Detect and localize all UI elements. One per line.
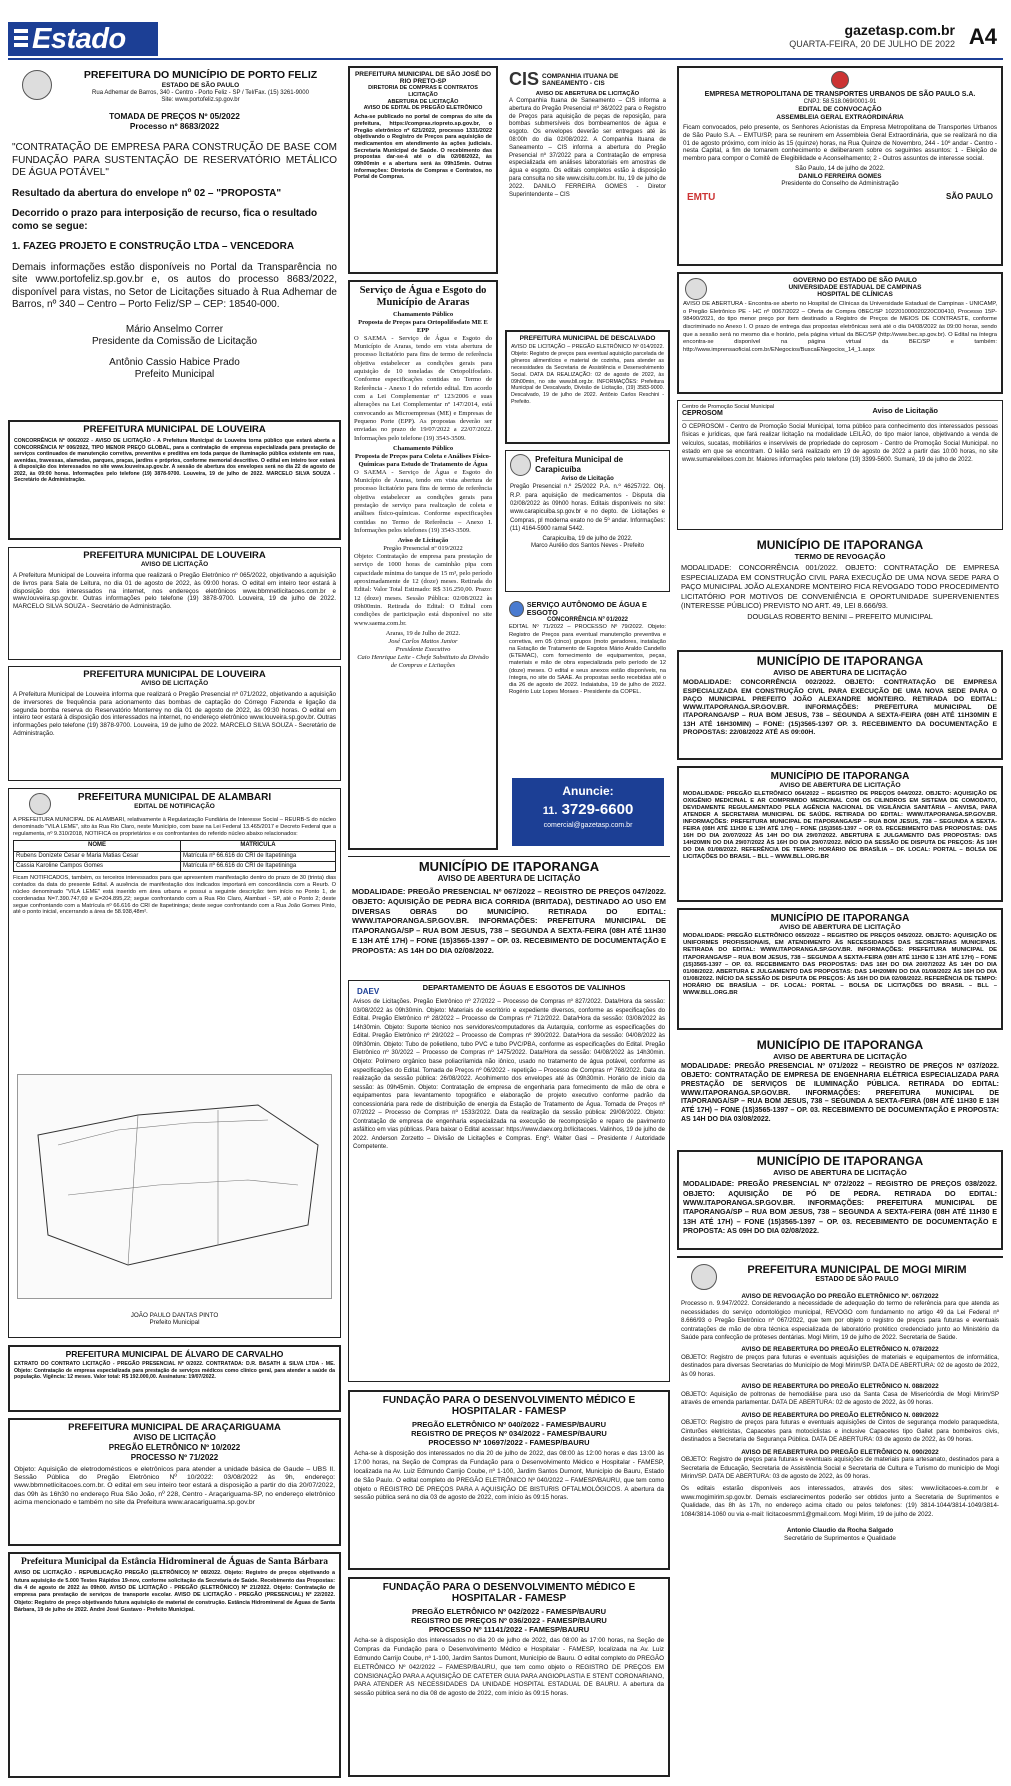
araras-text3: Objeto: Contratação de empresa para prestação de serviço de 1000 horas de caminhão pipa com capacidade mínima do tanque de 15 m³, pelo período aproximadamente de 12 (doze) meses. Retirada do Edital: Valor Total Estimado: R$ 316.250,00. Prazo: 12 (doze) meses. Sessão Pública: 02/08/2022 às 09h00min. Retirada do Edital: O Edital com condições de participação está disponível no site www.saema.com.br. (354, 553, 492, 627)
sjrp-sub2: LICITAÇÃO (408, 91, 438, 98)
valinhos-title: DEPARTAMENTO DE ÁGUAS E ESGOTOS DE VALINHOS (422, 983, 626, 992)
porto-feliz-info: Demais informações estão disponíveis no Portal da Transparência no site www.portofeliz.sp.gov.br e, os autos do processo 8683/2022, disponível para vistas, no Setor de Licitações situado à Rua Adhemar de Barros, nº 340 – Centro – Porto Feliz/SP – CEP: 18540-000. (12, 261, 337, 311)
unicamp-title3: HOSPITAL DE CLÍNICAS (817, 291, 893, 299)
mogi-mirim-t1: Processo n. 9.947/2022. Considerando a necessidade de adequação do termo de referência para que atenda as necessidades do serviço odontológico municipal, REVOGO com fundamento no artigo 49 da Lei Federal nº 8.666/93 o Pregão Eletrônico nº 067/2022, que tem por objeto o registro de preços para futuras e eventuais contratações de mão de obra técnica especializada de laboratório protético credenciado junto ao Ministério da Saúde para confecção de próteses dentárias. Mogi Mirim, 19 de julho de 2022. Secretaria de Saúde. (681, 1300, 999, 1341)
notice-araras (348, 280, 498, 850)
alambari-body: Ficam NOTIFICADOS, também, os terceiros interessados para que apresentem manifestação dentro do prazo de 30 (trinta) dias contados da data do presente Edital. A ausência de manifestação dos indicados importará em concordância com a Reurb. O núcleo denominado "VILA LEME" está inserido em área urbana e possui a seguinte descrição: tem início no Ponto 1, de coordenadas N=7.390.747,69 e E=204.895,22; segue confrontando com a Rua Rio Claro, Alambari - SP, até o Ponto 2; deste segue confrontando com a Matrícula nº 66.616 do CRI de Itapetininga; deste segue confrontando com a Rua João Gomes Pinto, até o ponto inicial, encerrando a área de 58.938,48m². (13, 875, 336, 916)
cis-sub: AVISO DE ABERTURA DE LICITAÇÃO (535, 90, 640, 97)
notice-itaporanga-r1 (677, 536, 1003, 646)
brand-name: Estado (32, 23, 126, 55)
notice-cis (505, 66, 670, 324)
mogi-mirim-h2: AVISO DE REABERTURA DO PREGÃO ELETRÔNICO N. 078/2022 (741, 1346, 939, 1354)
porto-feliz-site: Site: www.portofeliz.sp.gov.br (161, 97, 240, 104)
mogi-mirim-t4: OBJETO: Registro de preços para futuras e eventuais aquisições de Cintos de segurança modelo paraquedista, Cinturões eletricistas, Capacetes para motociclistas e inclusive Capacetes tipo Gallet para bombeiros civis, destinados a Secretaria de Segurança Pública. DATA DE ABERTURA: 03 de agosto de 2022, às 09 horas. (681, 1419, 999, 1444)
louveira3-sub: AVISO DE LICITAÇÃO (140, 680, 209, 688)
araras-sig-role2: Caio Henrique Leite - Chefe Substituto da Divisão de Compras e Licitações (357, 653, 489, 669)
itaporanga-r1-title: MUNICÍPIO DE ITAPORANGA (756, 538, 924, 552)
araras-sig-role1: Presidente Executivo (395, 645, 451, 653)
itaporanga-r4-text: MODALIDADE: PREGÃO ELETRÔNICO 065/2022 – REGISTRO DE PREÇOS 045/2022. OBJETO: AQUISIÇÃO DE UNIFORMES PROFISSIONAIS, EM ATENDIMENTO ÀS NECESSIDADES DAS SECRETARIAS MUNICIPAIS. RETIRADA DO EDITAL: WWW.ITAPORANGA.SP.GOV.BR. INFORMAÇÕES: PREFEITURA MUNICIPAL DE ITAPORANGA/SP – RUA BOM JESUS, 738 – SEGUNDA A SEXTA-FEIRA (08H ATÉ 11H30 E 13H ATÉ 17H) – FONE (15)3565-1397 – OP. 03. RECEBIMENTO DAS PROPOSTAS: DAS 16H DO DIA 20/07/2022 ÀS 14H DO DIA 01/08/2022. ABERTURA E JULGAMENTO DAS PROPOSTAS: DAS 14H20MIN DO DIA 01/08/2022 ÀS 16H DO DIA 01/08/2022. INÍCIO DA SESSÃO DE DISPUTA DE PREÇOS: ÀS 16H DO DIA 02/08/2022. REFERÊNCIA DE TEMPO: HORÁRIO DE BRASÍLIA – DF. LOCAL: PORTAL – BOLSA DE LICITAÇÕES DO BRASIL – BLL – WWW.BLL.ORG.BR (683, 933, 997, 996)
aracariguama-sub3: PROCESSO Nº 71/2022 (130, 1452, 219, 1462)
porto-feliz-state: ESTADO DE SÃO PAULO (161, 81, 240, 89)
estado-logo (8, 22, 158, 56)
alambari-title: PREFEITURA MUNICIPAL DE ALAMBARI (77, 792, 272, 803)
notice-valinhos (348, 980, 670, 1382)
emtu-title: EMPRESA METROPOLITANA DE TRANSPORTES URBANOS DE SÃO PAULO S.A. (704, 91, 976, 98)
unicamp-text: AVISO DE ABERTURA - Encontra-se aberto no Hospital de Clínicas da Universidade Estadual de Campinas - UNICAMP, o Pregão Eletrônico PE - HC nº 0067/2022 – Oferta de Compra 0BEC/SP 102201000020220C00410, Processo 15P-98490/2021, do tipo menor preço por item destinado a Registro de Preços de MEIOS DE CONTRASTE, conforme discriminado no Anexo I. O prazo de entrega das propostas eletrônicas será até o dia 04/08/2022 às 09:00 horas, sendo que a sessão será no mesmo dia e horário, pela página virtual da BEC/SP (http://www.bec.sp.gov.br). O Edital na íntegra encontra-se disponível na página virtual da BEC/SP e também: http://www.imprensaoficial.com.br/ENegocios/BuscaENegocios_14_1.aspx (683, 301, 997, 353)
unicamp-crest-icon (685, 278, 707, 300)
mogi-mirim-crest-icon (691, 1264, 717, 1290)
famesp2-title: FUNDAÇÃO PARA O DESENVOLVIMENTO MÉDICO E HOSPITALAR - FAMESP (382, 1582, 636, 1604)
porto-feliz-proc: Processo nº 8683/2022 (129, 121, 220, 132)
carapicuiba-place: Carapicuíba, 19 de julho de 2022. (542, 535, 633, 542)
sjrp-sub3: ABERTURA DE LICITAÇÃO (387, 98, 459, 105)
itaporanga-mid-title: MUNICÍPIO DE ITAPORANGA (418, 859, 600, 874)
araras-pregao: Pregão Presencial nº 019/2022 (383, 545, 463, 553)
notice-saae (505, 598, 670, 774)
araras-place: Araras, 19 de Julho de 2022. (385, 629, 461, 637)
ceprosom-aviso: Aviso de Licitação (872, 406, 938, 416)
louveira2-sub: AVISO DE LICITAÇÃO (140, 561, 209, 569)
itaporanga-r6-sub: AVISO DE ABERTURA DE LICITAÇÃO (773, 1168, 907, 1178)
emtu-crest-icon (683, 71, 997, 89)
louveira3-title: PREFEITURA MUNICIPAL DE LOUVEIRA (83, 669, 266, 680)
sjrp-sub4: AVISO DE EDITAL DE PREGÃO ELETRÔNICO (363, 105, 483, 112)
mogi-mirim-h4: AVISO DE REABERTURA DO PREGÃO ELETRÔNICO N. 089/2022 (741, 1411, 939, 1419)
alambari-sub: EDITAL DE NOTIFICAÇÃO (134, 803, 215, 810)
famesp2-l2: REGISTRO DE PREÇOS Nº 036/2022 - FAMESP/BAURU (411, 1616, 607, 1626)
table-row: Cassia Karoline Campos Gomes Matrícula nº 66.616 do CRI de Itapetininga (14, 861, 336, 871)
mogi-mirim-h5: AVISO DE REABERTURA DO PREGÃO ELETRÔNICO N. 090/2022 (741, 1448, 939, 1456)
porto-feliz-winner: 1. FAZEG PROJETO E CONSTRUÇÃO LTDA – VENCEDORA (12, 241, 295, 253)
famesp1-text: Acha-se à disposição dos interessados no dia 20 de julho de 2022, das 08:00 às 12:00 horas e das 13:00 às 17:00 horas, na Seção de Compras da Fundação para o Desenvolvimento Médico e Hospitalar - FAMESP, localizada na Av. Luiz Edmundo Carrijo Coube, nº 1-100, Jardim Santos Dumont, Município de Bauru, Estado de São Paulo. O edital completo do PREGÃO ELETRÔNICO Nº 040/2022 – FAMESP/BAURU, que tem como objeto o REGISTRO DE PREÇOS PARA A AQUISIÇÃO DE BISTURIS OFTALMOLÓGICOS. A abertura da sessão pública será no dia 03 de agosto de 2022, com início às 09:15 horas. (354, 1450, 664, 1502)
notice-carapicuiba (505, 450, 670, 592)
emtu-sub2: ASSEMBLEIA GERAL EXTRAORDINÁRIA (776, 113, 904, 121)
notice-itaporanga-r6 (677, 1150, 1003, 1250)
porto-feliz-sig1-name: Mário Anselmo Correr (125, 323, 224, 335)
alambari-th-name: NOME (14, 841, 181, 851)
header-rule (8, 58, 1003, 60)
porto-feliz-decision: Decorrido o prazo para interposição de recurso, fica o resultado como se segue: (12, 208, 318, 232)
notice-itaporanga-r3 (677, 766, 1003, 902)
notice-porto-feliz (8, 66, 341, 413)
alvaro-title: PREFEITURA MUNICIPAL DE ÁLVARO DE CARVALHO (65, 1349, 284, 1359)
alambari-table (13, 840, 336, 872)
sjrp-title: PREFEITURA MUNICIPAL DE SÃO JOSÉ DO RIO PRETO-SP (354, 71, 492, 86)
porto-feliz-title: PREFEITURA DO MUNICÍPIO DE PORTO FELIZ (83, 69, 318, 81)
aracariguama-sub2: PREGÃO ELETRÔNICO Nº 10/2022 (108, 1443, 241, 1453)
saae-header (509, 601, 666, 617)
notice-ceprosom (677, 400, 1003, 530)
louveira1-title: PREFEITURA MUNICIPAL DE LOUVEIRA (83, 424, 266, 435)
carapicuiba-text: Pregão Presencial n.º 25/2022 P.A. n.º 46257/22. Obj. R.P. para aquisição de medicamentos - Disputa dia 02/08/2022 às 09h00 horas. Editais disponíveis no site: www.carapicuiba.sp.gov.br e no depto. de Licitações e Compras, pl moderna exato no de 5º andar. Informações: (11) 4164-5900 ramal 5442. (510, 484, 665, 533)
itaporanga-r5-sub: AVISO DE ABERTURA DE LICITAÇÃO (773, 1052, 907, 1062)
notice-alvaro (8, 1345, 341, 1412)
famesp2-l1: PREGÃO ELETRÔNICO Nº 042/2022 - FAMESP/BAURU (411, 1607, 607, 1616)
itaporanga-r1-sub: TERMO DE REVOGAÇÃO (794, 552, 886, 562)
saae-text: EDITAL Nº 71/2022 – PROCESSO Nº 79/2022. Objeto: Registro de Preços para eventual manutenção preventiva e corretiva, em 05 (cinco) grupos (moto geradores, instalação na Estação de Tratamento de Esgotos Mário Araldo Candello (ETEMAC), com fornecimento de equipamentos, peças, materiais e mão de obra especializada pelo período de 12 (doze) meses. O edital e seus anexos estão disponíveis, na íntegra, no site do SAAE. As propostas serão recebidas até o dia 26 de agosto de 2022. Indaiatuba, 19 de julho de 2022. Rogério Luiz Lopes Moraes - Presidente da COPEL. (509, 624, 666, 696)
louveira2-text: A Prefeitura Municipal de Louveira informa que realizará o Pregão Eletrônico nº 065/2022, objetivando a aquisição de livros para Sala de Leitura, no dia 01 de agosto de 2022, às 09:00 horas. O edital em inteiro teor estará à disposição dos interessados na internet, nos endereços eletrônicos www.bbmnetlicitacoes.com.br e www.louveira.sp.gov.br. Outras informações pelo telefone (19) 3878-9700. Louveira, 19 de julho de 2022. MARCELO SILVA SOUZA - Secretário de Administração. (13, 572, 336, 611)
notice-itaporanga-r5 (677, 1036, 1003, 1144)
emtu-footer (683, 192, 997, 204)
notice-louveira-3 (8, 666, 341, 781)
ad-phone: 3729-6600 (561, 800, 634, 818)
table-row: Rubens Donizete Cesar e Maria Matias Cesar Matrícula nº 66.616 do CRI de Itapetininga (14, 851, 336, 861)
itaporanga-r3-text: MODALIDADE: PREGÃO ELETRÔNICO 064/2022 – REGISTRO DE PREÇOS 044/2022. OBJETO: AQUISIÇÃO DE OXIGÊNIO MEDICINAL E AR COMPRIMIDO MEDICINAL COM OS CILINDROS EM SISTEMA DE COMODATO, DEVIDAMENTE REGULAMENTADO PELA AGÊNCIA NACIONAL DE VIGILÂNCIA SANITÁRIA – ANVISA, PARA ATENDER A SECRETARIA MUNICIPAL DE SAÚDE. RETIRADA DO EDITAL: WWW.ITAPORANGA.SP.GOV.BR. INFORMAÇÕES: PREFEITURA MUNICIPAL DE ITAPORANGA/SP – RUA BOM JESUS, 738 – SEGUNDA A SEXTA-FEIRA (08H ATÉ 11H30 E 13H ATÉ 17H) – FONE (15)3565-1397 – OP. 03. RECEBIMENTO DAS PROPOSTAS: DAS 16H DO DIA 20/07/2022 ÀS 14H DO DIA 29/07/2022. ABERTURA E JULGAMENTO DAS PROPOSTAS: DAS 14H20MIN DO DIA 29/07/2022 ÀS 16H DO DIA 29/07/2022. INÍCIO DA SESSÃO DE DISPUTA DE PREÇOS: ÀS 16H DO DIA 01/08/2022. REFERÊNCIA DE TEMPO: HORÁRIO DE BRASÍLIA – DF. LOCAL: PORTAL – BOLSA DE LICITAÇÕES DO BRASIL – BLL – WWW.BLL.ORG.BR (683, 791, 997, 860)
notice-mogi-mirim (677, 1256, 1003, 1778)
famesp1-l3: PROCESSO Nº 10697/2022 - FAMESP/BAURU (428, 1438, 590, 1448)
itaporanga-r2-title: MUNICÍPIO DE ITAPORANGA (756, 654, 924, 668)
page-header (0, 0, 1011, 58)
mogi-mirim-h3: AVISO DE REABERTURA DO PREGÃO ELETRÔNICO N. 088/2022 (741, 1383, 939, 1391)
notice-louveira-2 (8, 547, 341, 660)
araras-sig-name: José Carlos Mattos Junior (388, 637, 458, 645)
mogi-mirim-t3: OBJETO: Aquisição de poltronas de hemodiálise para uso da Santa Casa de Misericórdia de Mogi Mirim/SP através de emenda parlamentar. DATA DE ABERTURA: 02 de agosto de 2022, às 09 horas. (681, 1390, 999, 1407)
itaporanga-r1-sig: DOUGLAS ROBERTO BENINI – PREFEITO MUNICIPAL (747, 611, 933, 621)
itaporanga-r6-text: MODALIDADE: PREGÃO PRESENCIAL Nº 072/2022 – REGISTRO DE PREÇOS 038/2022. OBJETO: AQUISIÇÃO DE PÓ DE PEDRA. RETIRADA DO EDITAL: WWW.ITAPORANGA.SP.GOV.BR. INFORMAÇÕES: PREFEITURA MUNICIPAL DE ITAPORANGA/SP – RUA BOM JESUS, 738 – SEGUNDA A SEXTA-FEIRA (08H ATÉ 11H30 E 13H ATÉ 17H) – FONE (15)3565-1397 – OP. 03. RECEBIMENTO DE DOCUMENTAÇÃO E PROPOSTA: AS 09H DO DIA 02/08/2022. (683, 1179, 997, 1236)
itaporanga-r2-text: MODALIDADE: CONCORRÊNCIA 002/2022. OBJETO: CONTRATAÇÃO DE EMPRESA ESPECIALIZADA EM CONSTRUÇÃO CIVIL PARA EXECUÇÃO DE UMA NOVA SEDE PARA O PAÇO MUNICIPAL PREFEITO JOÃO ALEXANDRE MONTEIRO. RETIRADA DO EDITAL: WWW.ITAPORANGA.SP.GOV.BR. INFORMAÇÕES: PREFEITURA MUNICIPAL DE ITAPORANGA/SP – RUA BOM JESUS, 738 – SEGUNDA A SEXTA-FEIRA (08H ATÉ 11H30MIN E 13H ATÉ 16H30MIN) – FONE: (15)3565-1397 OP. 3. RECEBIMENTO DA DOCUMENTAÇÃO E PROPOSTAS: 22/08/2022 ATÉ AS 09:00H. (683, 679, 997, 737)
ceprosom-header (682, 404, 998, 421)
ad-label: Anuncie: (562, 784, 614, 798)
itaporanga-r6-title: MUNICÍPIO DE ITAPORANGA (756, 1154, 924, 1168)
unicamp-title1: GOVERNO DO ESTADO DE SÃO PAULO (793, 277, 917, 284)
site-url[interactable]: gazetasp.com.br (844, 22, 955, 38)
famesp1-title: FUNDAÇÃO PARA O DESENVOLVIMENTO MÉDICO E HOSPITALAR - FAMESP (382, 1395, 636, 1417)
aracariguama-title: PREFEITURA MUNICIPAL DE ARAÇARIGUAMA (68, 1422, 281, 1433)
ceprosom-text: O CEPROSOM - Centro de Promoção Social Municipal, torna público para conhecimento dos interessados pessoas físicas e jurídicas, que fará realizar licitação na modalidade LEILÃO, do tipo maior lance, objetivando a venda de veículos, sucatas, mobiliários e inservíveis de propriedade do ceprosom - Centro de Promoção Social Municipal. no estado em que se encontram. O leilão será realizado em 19 de agosto de 2022 a partir das 10:00 horas, no site www.sumareleiloes.com.br. Maiores informações pelo telefone (19) 3399-5600. Sumaré, 19 de julho de 2022. (682, 423, 998, 464)
notice-itaporanga-r4 (677, 908, 1003, 1030)
famesp1-l2: REGISTRO DE PREÇOS Nº 034/2022 - FAMESP/BAURU (411, 1429, 607, 1439)
alambari-sig-role: Prefeito Municipal (149, 1319, 200, 1327)
page-number: A4 (968, 24, 997, 49)
porto-feliz-sig1-role: Presidente da Comissão de Licitação (91, 336, 258, 348)
notice-unicamp (677, 272, 1003, 394)
aracariguama-text: Objeto: Aquisição de eletrodomésticos e eletrônicos para atender a unidade básica de Gaude – UBS II. Sessão Pública do Pregão Eletrônico Nº 10/2022: 03/08/2022 às 9h, endereço: www.bbmnetlicitacoes.com.br. O edital em seu inteiro teor estará a disposição a partir do dia 20/07/2022, das 09h às 16h30 no endereço Rua São João, nº 228, Centro - Araçariguama-SP, no endereço eletrônico acima mencionado e também no site da Prefeitura www.aracariguama.sp.gov.br (14, 1465, 335, 1506)
itaporanga-r5-text: MODALIDADE: PREGÃO PRESENCIAL Nº 071/2022 – REGISTRO DE PREÇOS Nº 037/2022. OBJETO: CONTRATAÇÃO DE EMPRESA DE ENGENHARIA ELÉTRICA ESPECIALIZADA PARA PRESTAÇÃO DE SERVIÇOS DE ILUMINAÇÃO PÚBLICA. RETIRADA DO EDITAL: WWW.ITAPORANGA.SP.GOV.BR. INFORMAÇÕES: PREFEITURA MUNICIPAL DE ITAPORANGA/SP – RUA BOM JESUS, 738 – SEGUNDA A SEXTA-FEIRA (08H ATÉ 11H30 E 13H ATÉ 17H) – FONE (15)3565-1397 – OP. 03. RECEBIMENTO DE DOCUMENTAÇÃO E PROPOSTA: AS 14H DO DIA 03/08/2022. (681, 1063, 999, 1123)
alambari-sig-name: JOÃO PAULO DANTAS PINTO (130, 1311, 219, 1319)
porto-feliz-sig2-role: Prefeito Municipal (134, 369, 215, 381)
itaporanga-r3-title: MUNICÍPIO DE ITAPORANGA (770, 771, 910, 782)
louveira2-title: PREFEITURA MUNICIPAL DE LOUVEIRA (83, 550, 266, 561)
emtu-logo: EMTU (687, 192, 716, 204)
araras-prop1: Proposta de Preços para Ortopolifosfato ME E EPP (358, 319, 488, 334)
louveira3-text: A Prefeitura Municipal de Louveira informa que realizará o Pregão Presencial nº 071/2022, objetivando a aquisição de inversores de frequência para acionamento das bombas de captação do Córrego Fazenda e ligação da segunda bomba reserva do Reservatório Monterrey no dia 01 de agosto de 2022, às 09:30 horas. O edital em inteiro teor estará à disposição dos interessados na internet, no endereço eletrônico www.louveira.sp.gov.br. Outras informações pelo telefone (19) 3878-9700. Louveira, 19 de julho de 2022. MARCELO SILVA SOUZA - Secretário de Administração. (13, 691, 336, 737)
louveira1-text: CONCORRÊNCIA Nº 006/2022 - AVISO DE LICITAÇÃO - A Prefeitura Municipal de Louveira torna público que estará aberta a CONCORRÊNCIA Nº 006/2022, TIPO MENOR PREÇO GLOBAL, para a contratação de empresa especializada para prestação de serviços continuados de manutenção corretiva, preventiva e preditiva em toda parque de iluminação pública existente em ruas, avenidas, travessas, alamedas, parques, praças, jardins e próprios, conforme memorial descritivo. O edital em inteiro teor estará à disposição dos interessados no site www.louveira.sp.gov.br. A sessão de abertura dos envelopes será no dia 22 de agosto de 2022, às 09:00 horas. Informações pelo telefone (19) 3878-9700. Louveira, 19 de julho de 2022. MARCELO SILVA SOUZA - Secretário de Administração. (14, 438, 335, 484)
alambari-site-plan (17, 1074, 332, 1299)
saae-title: SERVIÇO AUTÔNOMO DE ÁGUA E ESGOTO (526, 600, 647, 617)
mogi-mirim-h1: AVISO DE REVOGAÇÃO DO PREGÃO ELETRÔNICO Nº. 067/2022 (741, 1292, 939, 1300)
notice-sjrp (348, 66, 498, 274)
descalvado-title: PREFEITURA MUNICIPAL DE DESCALVADO (519, 335, 656, 342)
famesp1-l1: PREGÃO ELETRÔNICO Nº 040/2022 - FAMESP/BAURU (411, 1420, 607, 1429)
mogi-mirim-state: ESTADO DE SÃO PAULO (815, 1276, 899, 1284)
notice-famesp-2 (348, 1577, 670, 1777)
emtu-sub1: EDITAL DE CONVOCAÇÃO (798, 106, 882, 113)
araras-title: Serviço de Água e Esgoto do Município de Araras (359, 285, 487, 308)
porto-feliz-sig2-name: Antônio Cassio Habice Prado (109, 356, 240, 368)
itaporanga-mid-sub: AVISO DE ABERTURA DE LICITAÇÃO (437, 874, 581, 884)
notice-emtu (677, 66, 1003, 266)
cis-text: A Companhia Ituana de Saneamento – CIS informa a abertura do Pregão Presencial nº 36/2022 para o Registro de Preços para aquisição de peças de reposição, para bombas submersíveis dos bombeamentos de água e esgoto. Os envelopes deverão ser entregues até às 08:00h do dia 02/08/2022. A Companhia Ituana de Saneamento – CIS informa a abertura do Pregão Presencial nº 37/2022 para a Contratação de empresa especializada em análises laboratoriais em amostras de água e esgoto. Os editais completos estão à disposição para consulta no site www.cisitu.com.br. Itu, 19 de julho de 2022. DANILO FERREIRA GOMES - Diretor Superintendente – CIS (509, 98, 666, 198)
araras-chamamento2: Chamamento Público (392, 444, 454, 452)
notice-alambari (8, 788, 341, 1338)
advertise-banner[interactable] (512, 778, 664, 846)
porto-feliz-address: Rua Adhemar de Barros, 340 - Centro - Porto Feliz - SP / Tel/Fax. (15) 3261-9000 (92, 89, 309, 96)
ad-email[interactable]: comercial@gazetasp.com.br (543, 821, 633, 829)
ceprosom-logo: CEPROSOM (682, 410, 723, 418)
issue-date: QUARTA-FEIRA, 20 DE JULHO DE 2022 (789, 39, 955, 49)
notice-aracariguama (8, 1418, 341, 1546)
notice-santa-barbara (8, 1552, 341, 1778)
mogi-mirim-t6: Os editais estarão disponíveis aos interessados, através dos sites: www.licitacoes-e.com.br e www.mogimirim.sp.gov.br. Demais esclarecimentos poderão ser obtidos junto a Secretaria de Suprimentos e Qualidade, das 8h às 17h, no endereço acima citado ou pelos telefones: (19) 3814-1044/3814-1049/3814-1084/3814-1060 ou via e-mail: licitacoesmm1@gmail.com. Mogi Mirim, 19 de julho de 2022. (681, 1485, 999, 1518)
valinhos-logo: DAEV (357, 987, 380, 996)
itaporanga-mid-text: MODALIDADE: PREGÃO PRESENCIAL Nº 067/2022 – REGISTRO DE PREÇOS 047/2022. OBJETO: AQUISIÇÃO DE PEDRA BICA CORRIDA (BRITADA), DESTINADO AO USO EM DIVERSAS OBRAS DO MUNICÍPIO. RETIRADA DO EDITAL: WWW.ITAPORANGA.SP.GOV.BR. INFORMAÇÕES: PREFEITURA MUNICIPAL DE ITAPORANGA/SP – RUA BOM JESUS, 738 – SEGUNDA A SEXTA-FEIRA (08H ATÉ 11H30 E 13H ATÉ 17H) – FONE (15)3565-1397 – OP. 03. RECEBIMENTO DE DOCUMENTAÇÃO E PROPOSTA: AS 14H DO DIA 02/08/2022. (352, 887, 666, 955)
saae-logo-icon (509, 601, 524, 617)
porto-feliz-tp: TOMADA DE PREÇOS Nº 05/2022 (109, 111, 240, 122)
notice-descalvado (505, 330, 670, 444)
itaporanga-r3-sub: AVISO DE ABERTURA DE LICITAÇÃO (779, 782, 901, 789)
itaporanga-r4-sub: AVISO DE ABERTURA DE LICITAÇÃO (779, 924, 901, 931)
ceprosom-org: Centro de Promoção Social Municipal (682, 404, 775, 410)
araras-text1: O SAEMA - Serviço de Água e Esgoto do Município de Araras, tendo em vista abertura de processo licitatório para fins de termo de referência objetiva estabelecer as condições gerais para aquisição de 10 toneladas de Ortopolifosfato. Conforme especificações contidas no Termo de Referência - Anexo I do referido edital. Em acordo com a Lei Complementar nº 123/2006 e suas alterações na Lei Complementar nº 147/2014, está convocando as Microempresas (ME) e Empresas de Pequeno Porte (EPP). As propostas deverão ser enviadas no prazo de 19/07/2022 a 22/07/2022. Informações pelo telefone (19) 3543-3509. (354, 334, 492, 442)
mogi-mirim-t5: OBJETO: Registro de preços para futuras e eventuais aquisições de materiais para artesanato, destinados para a Secretaria de Educação, Secretaria de Assistência Social e Secretaria de Cultura e Turismo do município de Mogi Mirim/SP. DATA DE ABERTURA: 03 de agosto de 2022, às 09 horas. (681, 1456, 999, 1481)
itaporanga-r4-title: MUNICÍPIO DE ITAPORANGA (770, 913, 910, 924)
mogi-mirim-t2: OBJETO: Registro de preços para futuras e eventuais aquisições de materiais e equipamentos de informática, destinados para diversas Secretarias do Município de Mogi Mirim/SP. DATA DE ABERTURA: 02 de agosto de 2022, às 09 horas. (681, 1354, 999, 1378)
emtu-sig-name: DANILO FERREIRA GOMES (798, 172, 882, 180)
alambari-signature (9, 1312, 340, 1327)
notice-louveira-1 (8, 420, 341, 540)
porto-feliz-crest-icon (22, 70, 52, 100)
valinhos-text: Avisos de Licitações. Pregão Eletrônico nº 27/2022 – Processo de Compras nº 827/2022. Data/Hora da sessão: 03/08/2022 às 09h30min. Objeto: Materiais de escritório e expediente diversos, conforme as especificações do Edital. Pregão Eletrônico nº 28/2022 – Processo de Compras nº 712/2022. Data/Hora da sessão: 03/08/2022 às 14h30min. Objeto: Suporte técnico nos servidores/computadores da Autarquia, conforme as especificações do Edital. Pregão Eletrônico nº 29/2022 – Processo de Compras nº 390/2022. Data/Hora da sessão: 04/08/2022 às 09h30min. Objeto: Tubo de polietileno, tubo PVC e tubo PVC/PBA, conforme as especificações do Edital. Pregão Eletrônico nº 30/2022 – Processo de Compras nº 1475/2022. Data/Hora da sessão: 04/08/2022 às 14h30min. Objeto: Polímero orgânico base poliacrilamida não iônico, usado no tratamento de água potável, conforme as especificações do Edital. Tomada de Preços nº 06/2022 - repetição – Processo de Compras nº 768/2022. Data da realização da sessão pública: 26/08/2022. Acolhimento dos envelopes até às 09h30min. Horário de início da sessão: às 09h45min. Objeto: Contratação de empresa de engenharia para fornecimento de mão de obra e equipamentos para levantamento topográfico e elaboração de projeto executivo conforme padrão da concessionária para rede de distribuição de energia da Estação de Tratamento de Água. Tomada de Preços nº 07/2022 – Processo de Compras nº 1533/2022. Data da realização da sessão pública: 29/08/2022. Objeto: Contratação de empresa de engenharia especializada na execução de recomposição e reparo de pavimento asfáltico em vias públicas. Para baixar o Edital acessar: https://www.daev.org.br/licitacoes. Valinhos, 19 de julho de 2022. Anderson Zorzetto – Divisão de Licitações e Compras. Engº. Walter Gasi – Presidente / Autoridade Competente. (353, 998, 665, 1151)
carapicuiba-header (510, 454, 665, 476)
logo-bars-icon (14, 29, 28, 49)
mogi-mirim-title: PREFEITURA MUNICIPAL DE MOGI MIRIM (747, 1264, 967, 1276)
santa-barbara-title: Prefeitura Municipal da Estância Hidromineral de Águas de Santa Bárbara (20, 1557, 329, 1567)
unicamp-title2: UNIVERSIDADE ESTADUAL DE CAMPINAS (788, 284, 922, 292)
descalvado-text: AVISO DE LICITAÇÃO – PREGÃO ELETRÔNICO Nº 014/2022. Objeto: Registro de preços para eventual aquisição parcelada de gêneros alimentícios e material de cozinha, para atender as necessidades da Secretaria de Assistência e Desenvolvimento Social. DATA DA REALIZAÇÃO: 02 de agosto de 2022, às 09h00min, no site www.bll.org.br. INFORMAÇÕES: Prefeitura Municipal de Descalvado, Divisão de Licitação, (19) 3583-9000. Descalvado, 19 de julho de 2022. Antônio Carlos Reschini - Prefeito. (511, 344, 664, 406)
cis-logo: CIS (509, 69, 540, 89)
emtu-place: São Paulo, 14 de julho de 2022. (795, 165, 885, 173)
sjrp-sub1: DIRETORIA DE COMPRAS E CONTRATOS (368, 85, 478, 92)
notice-famesp-1 (348, 1390, 670, 1570)
aracariguama-sub1: AVISO DE LICITAÇÃO (133, 1433, 216, 1443)
famesp2-text: Acha-se à disposição dos interessados no dia 20 de julho de 2022, das 08:00 às 17:00 horas, na Seção de Compras da Fundação para o Desenvolvimento Médico e Hospitalar - FAMESP, localizada na Av. Luiz Edmundo Carrijo Coube, nº 1-100, Jardim Santos Dumont, Município de Bauru. O edital completo do PREGÃO ELETRÔNICO Nº 042/2022 – FAMESP/BAURU, que tem como objeto o REGISTRO DE PREÇOS EM CONSIGNAÇÃO PARA A AQUISIÇÃO DE CATETER GUIA PARA ANGIOPLASTIA E STENT CORONARIANO, PARA ATENDER AS NECESSIDADES DA UNIDADE HOSPITAL ESTADUAL DE BAURU. A abertura da sessão pública será no dia 08 de agosto de 2022, com início às 09:15 horas. (354, 1637, 664, 1698)
saae-sub: CONCORRÊNCIA Nº 01/2022 (547, 617, 628, 623)
porto-feliz-result: Resultado da abertura do envelope nº 02 – "PROPOSTA" (12, 187, 282, 199)
site-plan-drawing (18, 1075, 331, 1298)
carapicuiba-title: Prefeitura Municipal de Carapicuíba (535, 455, 624, 474)
araras-text2: O SAEMA - Serviço de Água e Esgoto do Município de Araras, tendo em vista abertura de processo licitatório para fins de termo de referência objetiva estabelecer as condições gerais para prestação de serviço para realização de coleta e análises físico-químicas. Conforme especificações contidas no Termo de Referência – Anexo I. Informações pelos telefones (19) 3543-3509. (354, 468, 492, 534)
alvaro-text: EXTRATO DO CONTRATO LICITAÇÃO - PREGÃO PRESENCIAL Nº 0/2022. CONTRATADA: D.R. BASATH & SILVA LTDA - ME. Objeto: Contratação de empresa especializada para prestação de serviços médicos como clínico geral, para atender a saúde da população. Vigência: 12 meses. Valor total: R$ 192.000,00. Assinatura: 19/07/2022. (14, 1361, 335, 1381)
sp-gov-logo: SÃO PAULO (946, 192, 993, 202)
famesp2-l3: PROCESSO Nº 11141/2022 - FAMESP/BAURU (428, 1625, 590, 1635)
cis-header (509, 69, 666, 91)
porto-feliz-object: "CONTRATAÇÃO DE EMPRESA PARA CONSTRUÇÃO DE BASE COM FUNDAÇÃO PARA SUSTENTAÇÃO DE RESERVATÓRIO METÁLICO DE ÁGUA POTÁVEL" (12, 142, 337, 179)
alambari-th-reg: MATRÍCULA (180, 841, 335, 851)
notice-itaporanga-mid (348, 856, 670, 974)
notice-itaporanga-r2 (677, 650, 1003, 760)
itaporanga-r5-title: MUNICÍPIO DE ITAPORANGA (756, 1038, 924, 1052)
emtu-sig-role: Presidente do Conselho de Administração (781, 180, 899, 188)
itaporanga-r2-sub: AVISO DE ABERTURA DE LICITAÇÃO (773, 668, 907, 678)
emtu-cnpj: CNPJ: 58.518.069/0001-91 (803, 98, 877, 105)
santa-barbara-text: AVISO DE LICITAÇÃO - REPUBLICAÇÃO PREGÃO (ELETRÔNICO) Nº 08/2022. Objeto: Registro de preços objetivando a futura aquisição de 5.000 Testes Rápidos 19-nov, conforme solicitação da Secretaria de Saúde. Recebimento das Propostas: dia 4 de agosto de 2022 às 09h00. AVISO DE LICITAÇÃO - PREGÃO (ELETRÔNICO) Nº 21/2022. Objeto: Contratação de empresa para prestação de serviços de transporte escolar. AVISO DE LICITAÇÃO - PREGÃO (PRESENCIAL) Nº 22/2022. Objeto: Registro de preço objetivando futura aquisição de material de construção. Estância Hidromineral de Águas de Santa Bárbara, 19 de julho de 2022. André José Gustavo - Prefeito Municipal. (14, 1570, 335, 1613)
mogi-mirim-sig-name: Antonio Claudio da Rocha Salgado (786, 1526, 894, 1534)
araras-chamamento1: Chamamento Público (392, 311, 454, 319)
alambari-intro: A PREFEITURA MUNICIPAL DE ALAMBARI, relativamente à Regularização Fundiária de Interesse Social – REURB-S do núcleo denominado "VILA LEME", sito às Rua Rio Claro, neste Município, com base na Lei Federal 13.465/2017 e Decreto Federal que a regulamenta, nº 9.310/2018, NOTIFICA os proprietários e os confrontantes do referido núcleo abaixo relacionados: (13, 816, 336, 837)
carapicuiba-sig: Marco Aurélio dos Santos Neves - Prefeito (530, 542, 645, 549)
ad-ddd: 11. (542, 804, 558, 817)
cis-title: COMPANHIA ITUANA DE SANEAMENTO - CIS (542, 72, 619, 87)
sjrp-text: Acha-se publicado no portal de compras do site da prefeitura, https://compras.riopreto.sp.gov.br, o Pregão eletrônico nº 621/2022, processo 1331/2022 objetivando o Registro de Preços para aquisição de medicamentos em atendimento às ações judiciais. Secretaria Municipal de Saúde. O recebimento das propostas dar-se-á até o dia 02/08/2022, às 09h00min e a abertura será às 09h15min. Outras informações: Diretoria de Compras e Contratos, no Portal de Compras. (354, 114, 492, 181)
carapicuiba-crest-icon (510, 454, 531, 476)
mogi-mirim-sig-role: Secretário de Suprimentos e Qualidade (784, 1534, 896, 1542)
emtu-text: Ficam convocados, pelo presente, os Senhores Acionistas da Empresa Metropolitana de Transportes Urbanos de São Paulo S.A. – EMTU/SP, para se reunirem em Assembleia Geral Extraordinária, que se realizará no dia 01 de agosto próximo, com início às 15 (quinze) horas, na Rua Quinze de Novembro, 244 - 10º andar - Centro - nesta Capital, a fim de tomarem conhecimento e deliberarem sobre os seguintes assuntos: 1 - Eleição de membro para compor o Comitê de Elegibilidade e Aconselhamento; 2 - Outros assuntos de interesse social. (683, 123, 997, 163)
alambari-crest-icon (29, 793, 51, 815)
itaporanga-r1-text: MODALIDADE: CONCORRÊNCIA 001/2022. OBJETO: CONTRATAÇÃO DE EMPRESA ESPECIALIZADA EM CONSTRUÇÃO CIVIL PARA EXECUÇÃO DE UMA NOVA SEDE PARA O PAÇO MUNICIPAL JOÃO ALEXANDRE MONTEIRO FICA REVOGADO TODO PROCEDIMENTO LICITATÓRIO POR MOTIVOS DE CONVENIÊNCIA E OPORTUNIDADE SUPERVENIENTES (INTERESSE PÚBLICO) PREVISTO NO ART. 49, LEI 8.666/93. (681, 563, 999, 611)
carapicuiba-aviso: Aviso de Licitação (561, 476, 614, 482)
araras-prop2: Proposta de Preços para Coleta e Análises Físico-Químicas para Estudo de Tratamento de Água (354, 452, 492, 468)
araras-aviso: Aviso de Licitação (397, 537, 449, 545)
